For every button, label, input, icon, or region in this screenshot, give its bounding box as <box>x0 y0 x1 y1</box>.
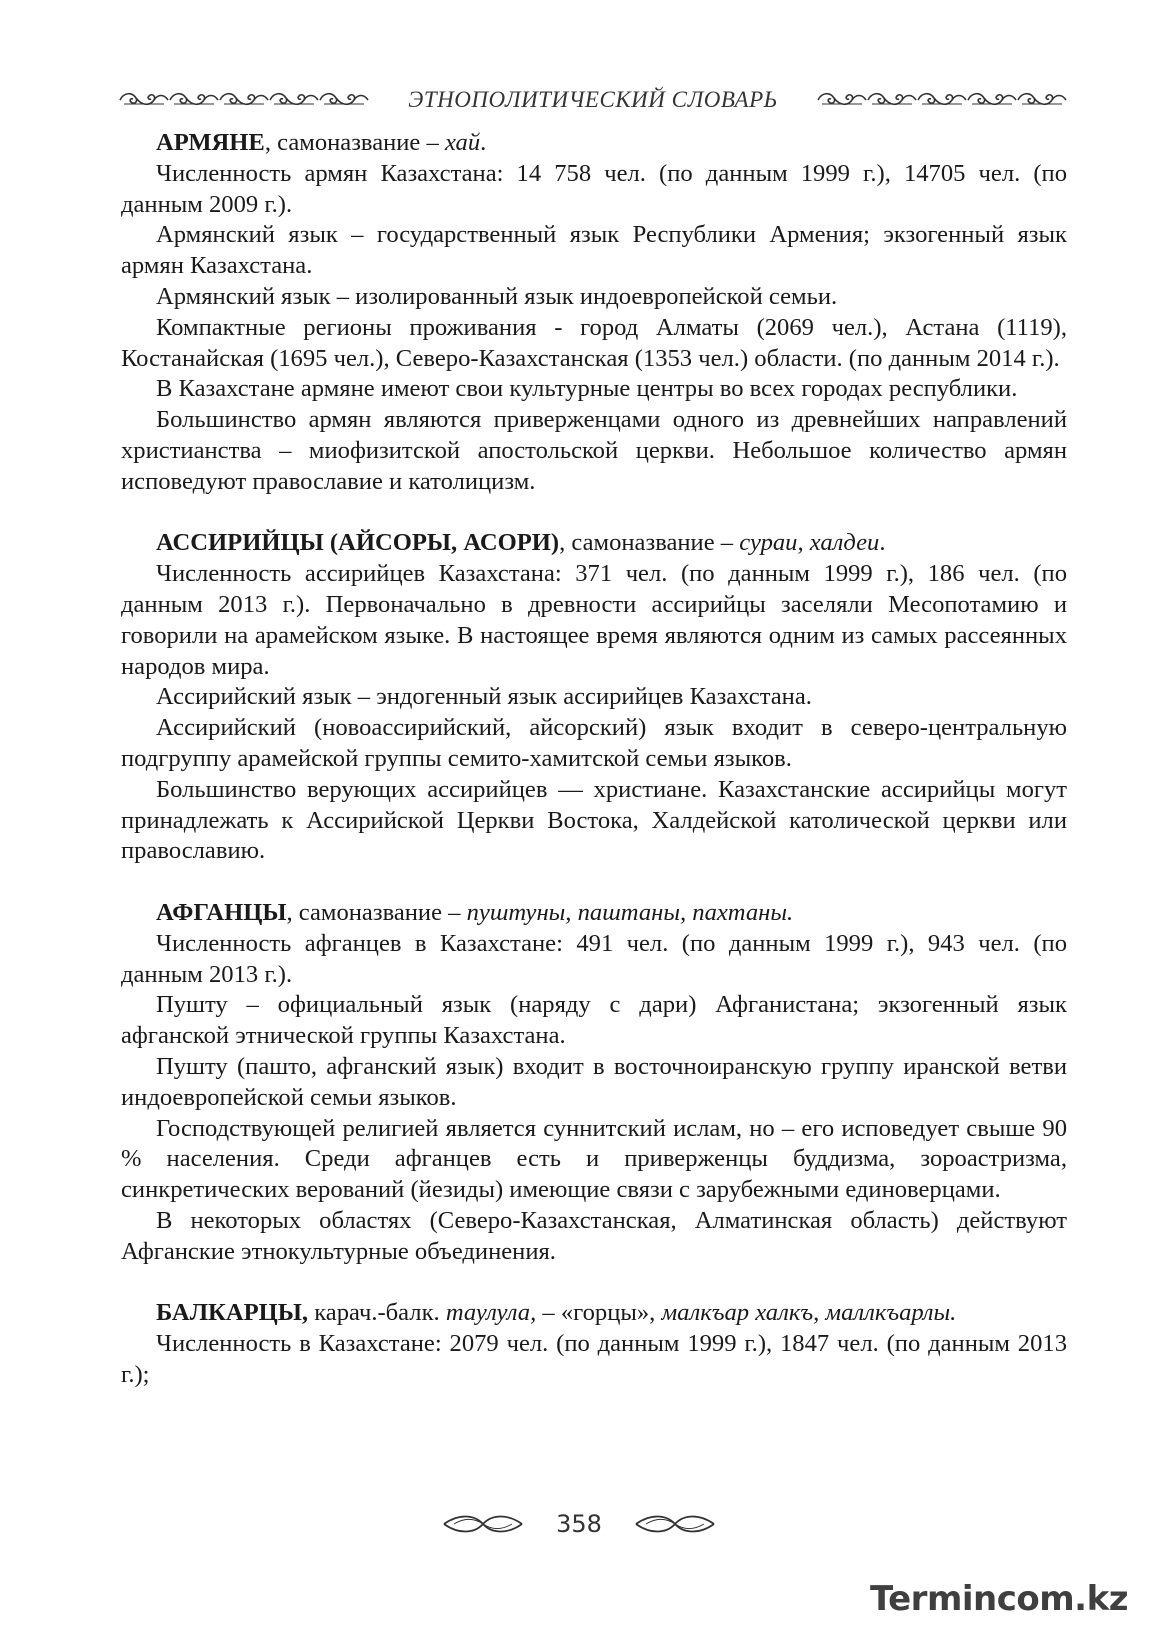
entry-heading <box>121 128 1067 159</box>
entry-heading <box>121 1298 1067 1329</box>
entry-paragraph: Господствующей религией является суннитский ислам, но – его исповедует свыше 90 % населения. Среди афганцев есть и приверженцы буддизма, зороастризма, синкретических верований (йезиды) имеющие связи с зарубежными единоверцами. <box>121 1114 1067 1204</box>
entry-selfname: сураи, халдеи <box>739 529 880 557</box>
entry-paragraph: Армянский язык – изолированный язык индоевропейской семьи. <box>156 282 838 310</box>
entry-term: БАЛКАРЦЫ, <box>156 1299 309 1327</box>
entry-paragraph: Большинство армян являются приверженцами одного из древнейших направлений христианства – миофизитской апостольской церкви. Небольшое количество армян исповедуют православие и католицизм. <box>121 406 1067 495</box>
entry-term: АССИРИЙЦЫ (АЙСОРЫ, АСОРИ) <box>156 529 560 557</box>
entry-paragraph: Большинство верующих ассирийцев — христиане. Казахстанские ассирийцы могут принадлежать к Ассирийской Церкви Востока, Халдейской католической церкви или православию. <box>121 775 1067 865</box>
entry-selfname-prefix: карач.-балк. <box>308 1299 446 1327</box>
entry-heading <box>121 898 1067 929</box>
entry-paragraph: В Казахстане армяне имеют свои культурные центры во всех городах республики. <box>156 375 1018 403</box>
entry-paragraph: Ассирийский (новоассирийский, айсорский) язык входит в северо-центральную подгруппу арамейской группы семито-хамитской семьи языков. <box>121 714 1067 772</box>
entry-selfname-alt: малкъар халкъ, маллкъарлы. <box>661 1299 957 1327</box>
entry-selfname-gloss: «горцы», <box>554 1299 662 1327</box>
entry-paragraph: Компактные регионы проживания - город Алматы (2069 чел.), Астана (1119), Костанайская (1695 чел.), Северо-Казахстанская (1353 чел.) области. (по данным 2014 г.). <box>121 313 1067 372</box>
page-number: 358 <box>556 1510 602 1538</box>
entry-selfname-prefix: , самоназвание – <box>559 529 740 557</box>
header-ornament-right-icon <box>816 88 1068 112</box>
header-title: ЭТНОПОЛИТИЧЕСКИЙ СЛОВАРЬ <box>408 87 778 112</box>
entry-paragraph: Армянский язык – государственный язык Республики Армения; экзогенный язык армян Казахстана. <box>121 221 1067 280</box>
dictionary-body <box>121 128 1067 1421</box>
entry-selfname-suffix: . <box>879 529 886 557</box>
entry-term: АРМЯНЕ <box>156 129 265 156</box>
entry-paragraph: Численность армян Казахстана: 14 758 чел. (по данным 1999 г.), 14705 чел. (по данным 2009 г.). <box>121 159 1067 218</box>
header-ornament-left-icon <box>118 88 370 112</box>
entry-paragraph: В некоторых областях (Северо-Казахстанская, Алматинская область) действуют Афганские этнокультурные объединения. <box>121 1206 1067 1265</box>
entry-paragraph: Численность ассирийцев Казахстана: 371 чел. (по данным 1999 г.), 186 чел. (по данным 2013 г.). Первоначально в древности ассирийцы заселяли Месопотамию и говорили на арамейском языке. В настоящее время являются одним из самых рассеянных народов мира. <box>121 560 1067 680</box>
entry-selfname-prefix: , самоназвание – <box>264 129 445 156</box>
entry-paragraph: Численность афганцев в Казахстане: 491 чел. (по данным 1999 г.), 943 чел. (по данным 2013 г.). <box>121 929 1067 988</box>
entry-selfname: хай <box>444 129 481 156</box>
entry-selfname-prefix: , самоназвание – <box>286 898 467 926</box>
entry-selfname-suffix: . <box>480 129 487 156</box>
page-footer <box>0 1506 1158 1542</box>
entry-balkars <box>121 1298 1067 1390</box>
entry-afghans <box>121 898 1067 1268</box>
watermark-logo: Termincom.kz <box>869 1579 1128 1619</box>
entry-selfname: таулула, – <box>445 1299 555 1327</box>
entry-paragraph: Ассирийский язык – эндогенный язык ассирийцев Казахстана. <box>156 683 812 711</box>
entry-paragraph: Пушту (пашто, афганский язык) входит в восточноиранскую группу иранской ветви индоевропейской семьи языков. <box>121 1052 1067 1111</box>
entry-heading <box>121 528 1067 559</box>
entry-paragraph: Пушту – официальный язык (наряду с дари) Афганистана; экзогенный язык афганской этнической группы Казахстана. <box>121 991 1067 1050</box>
entry-selfname: пуштуны, паштаны, пахтаны. <box>466 898 794 926</box>
entry-armenians <box>121 128 1067 498</box>
entry-paragraph: Численность в Казахстане: 2079 чел. (по данным 1999 г.), 1847 чел. (по данным 2013 г.); <box>121 1330 1067 1388</box>
footer-ornament-right-icon <box>632 1512 718 1536</box>
footer-ornament-left-icon <box>440 1512 526 1536</box>
entry-term: АФГАНЦЫ <box>156 898 287 926</box>
running-header <box>118 86 1068 114</box>
entry-assyrians <box>121 528 1067 867</box>
